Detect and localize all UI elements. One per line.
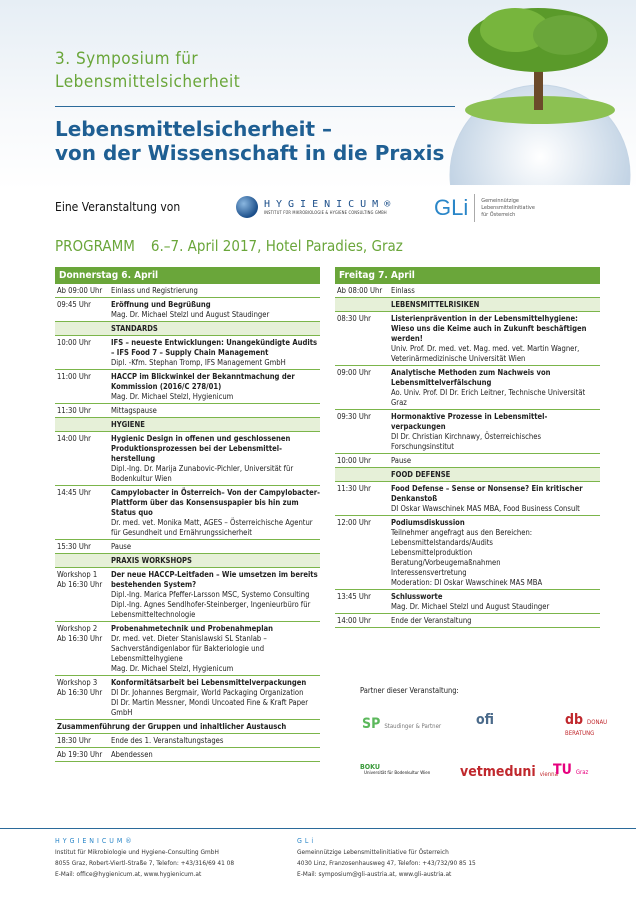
gli-sub: Gemeinnützige [481, 197, 519, 204]
partner-logo [362, 716, 441, 732]
day-header: Donnerstag 6. April [55, 267, 320, 284]
content-cell [111, 406, 320, 416]
session-detail: Interessensvertretung [391, 568, 467, 577]
session-title: Der neue HACCP-Leitfaden – Wie umsetzen im bereits bestehenden System? [111, 570, 318, 589]
session-detail: Ende des 1. Veranstaltungstages [111, 736, 224, 745]
time-cell [335, 470, 391, 480]
session-title: STANDARDS [111, 324, 158, 333]
program-row [335, 284, 600, 298]
footer-hygienicum [55, 836, 234, 880]
symposium-title [55, 48, 240, 94]
program-row [55, 540, 320, 554]
session-title: Konformitätsarbeit bei Lebensmittelverpackungen [111, 678, 307, 687]
time-cell [55, 300, 111, 320]
content-cell [391, 616, 600, 626]
time: Workshop 1 [57, 570, 98, 579]
session-detail: DI Dr. Christian Kirchnawy, Österreichisches Forschungsinstitut [391, 432, 542, 451]
content-cell [391, 484, 600, 514]
content-cell [111, 556, 320, 566]
partner-text: Staudinger & Partner [384, 723, 442, 730]
content-cell [391, 286, 600, 296]
globe-icon [236, 196, 258, 218]
session-detail: Pause [111, 542, 132, 551]
time-cell [55, 434, 111, 484]
session-detail: Mag. Dr. Michael Stelzl, Hygienicum [111, 664, 234, 673]
program-label: PROGRAMM [55, 237, 135, 255]
time: 09:00 Uhr [337, 368, 371, 377]
session-title: Food Defense – Sense or Nonsense? Ein kritischer Denkanstoß [391, 484, 583, 503]
session-detail: Univ. Prof. Dr. med. vet. Mag. med. vet. Martin Wagner, Veterinärmedizinische Universität Wien [391, 344, 580, 363]
program-row [55, 370, 320, 404]
partner-text: Universität für Bodenkultur Wien [364, 771, 431, 776]
footer-line: E-Mail: office@hygienicum.at, www.hygienicum.at [55, 870, 202, 878]
program-row [335, 454, 600, 468]
program-row [55, 486, 320, 540]
time: 10:00 Uhr [57, 338, 91, 347]
time: 08:30 Uhr [337, 314, 371, 323]
time-cell [335, 286, 391, 296]
partner-logo [460, 764, 558, 780]
content-cell [111, 324, 320, 334]
partner-mark: db [565, 712, 584, 728]
time-cell [55, 488, 111, 538]
partner-mark: TU [553, 762, 572, 778]
partner-text: Graz [575, 769, 589, 776]
footer-line: E-Mail: symposium@gli-austria.at, www.gli-austria.at [297, 870, 452, 878]
footer-gli [297, 836, 476, 880]
footer-line: Institut für Mikrobiologie und Hygiene-Consulting GmbH [55, 848, 219, 856]
gli-logo [434, 194, 535, 222]
partner-mark: BOKU [360, 763, 381, 771]
session-title: LEBENSMITTELRISIKEN [391, 300, 480, 309]
program-row [55, 284, 320, 298]
time-cell [335, 456, 391, 466]
content-cell [111, 488, 320, 538]
program-row [55, 622, 320, 676]
session-title: Campylobacter in Österreich– Von der Campylobacter-Plattform über das Konsensuspapier bis hin zum Status quo [111, 488, 320, 517]
hygienicum-sub: INSTITUT FÜR MIKROBIOLOGIE & HYGIENE CONSULTING GMBH [264, 210, 387, 215]
partner-logo [565, 712, 636, 737]
content-cell [111, 286, 320, 296]
gli-sub: für Österreich [481, 211, 516, 218]
session-detail: Dr. med. vet. Monika Matt, AGES – Österreichische Agentur für Gesundheit und Ernährungssicherheit [111, 518, 313, 537]
program-row [335, 516, 600, 590]
title-line-1: Lebensmittelsicherheit – [55, 117, 333, 141]
content-cell [111, 338, 320, 368]
session-title: Hygienic Design in offenen und geschlossenen Produktionsprozessen bei der Lebensmittel-herstellung [111, 434, 291, 463]
session-detail: Pause [391, 456, 412, 465]
partner-mark: SP [362, 716, 381, 732]
time-cell [55, 406, 111, 416]
partner-mark: vetmeduni [460, 764, 536, 780]
content-cell [391, 456, 600, 466]
session-detail: Dipl.-Ing. Dr. Marija Zunabovic-Pichler, Universität für Bodenkultur Wien [111, 464, 294, 483]
section-header [335, 298, 600, 312]
section-header [55, 322, 320, 336]
session-detail: Abendessen [111, 750, 153, 759]
content-cell [391, 518, 600, 588]
time-cell [335, 616, 391, 626]
content-cell [391, 300, 600, 310]
session-detail: Ao. Univ. Prof. DI Dr. Erich Leitner, Technische Universität Graz [391, 388, 586, 407]
footer-line: 4030 Linz, Franzosenhausweg 47, Telefon: +43/732/90 85 15 [297, 859, 476, 867]
program-row [55, 676, 320, 720]
time: Workshop 2 [57, 624, 98, 633]
session-detail: Beratung/Vorbeugemaßnahmen [391, 558, 501, 567]
session-detail: Dipl.-Ing. Marica Pfeffer-Larsson MSC, Systemo Consulting [111, 590, 310, 599]
time: 11:00 Uhr [57, 372, 91, 381]
session-detail: Mag. Dr. Michael Stelzl, Hygienicum [111, 392, 234, 401]
time: 11:30 Uhr [337, 484, 371, 493]
program-row [55, 734, 320, 748]
program-row [335, 482, 600, 516]
partner-logo [360, 762, 430, 776]
time: 14:00 Uhr [57, 434, 91, 443]
session-detail: Mag. Dr. Michael Stelzl und August Staudinger [391, 602, 550, 611]
time: Ab 16:30 Uhr [57, 580, 103, 589]
footer-line: Gemeinnützige Lebensmittelinitiative für Österreich [297, 848, 449, 856]
time-cell [335, 518, 391, 588]
time: Ab 09:00 Uhr [57, 286, 103, 295]
program-row [55, 720, 320, 734]
time-cell [55, 324, 111, 334]
session-detail: Dr. med. vet. Dieter Stanislawski SL Stanlab – Sachverständigenlabor für Bakteriologie und Lebensmittelhygiene [111, 634, 267, 663]
time-cell [335, 368, 391, 408]
content-cell [391, 592, 600, 612]
time: 18:30 Uhr [57, 736, 91, 745]
program-row [335, 614, 600, 628]
time: 12:00 Uhr [337, 518, 371, 527]
symposium-line-1: 3. Symposium für [55, 49, 199, 69]
hygienicum-logo [236, 196, 396, 218]
time-cell [335, 412, 391, 452]
symposium-line-2: Lebensmittelsicherheit [55, 72, 241, 92]
divider [474, 194, 475, 222]
time: Ab 08:00 Uhr [337, 286, 383, 295]
content-cell [111, 542, 320, 552]
partner-text: DONAU BERATUNG [565, 719, 608, 737]
section-header [55, 554, 320, 568]
footer-line: 8055 Graz, Robert-Viertl-Straße 7, Telefon: +43/316/69 41 08 [55, 859, 235, 867]
time-cell [55, 624, 111, 674]
time: 13:45 Uhr [337, 592, 371, 601]
content-cell [391, 368, 600, 408]
session-detail: Mittagspause [111, 406, 157, 415]
byline: Eine Veranstaltung von [55, 200, 181, 214]
content-cell [55, 722, 320, 732]
session-title: Podiumsdiskussion [391, 518, 465, 527]
section-header [335, 468, 600, 482]
time-cell [335, 300, 391, 310]
content-cell [111, 300, 320, 320]
time: 11:30 Uhr [57, 406, 91, 415]
time-cell [55, 736, 111, 746]
divider [55, 106, 455, 107]
time: Ab 16:30 Uhr [57, 688, 103, 697]
session-detail: Moderation: DI Oskar Wawschinek MAS MBA [391, 578, 543, 587]
session-detail: DI Oskar Wawschinek MAS MBA, Food Business Consult [391, 504, 580, 513]
partners-label: Partner dieser Veranstaltung: [360, 686, 459, 695]
content-cell [391, 314, 600, 364]
partner-logo [476, 712, 494, 728]
session-title: HACCP im Blickwinkel der Bekanntmachung der Kommission (2016/C 278/01) [111, 372, 295, 391]
time: Workshop 3 [57, 678, 98, 687]
program-heading [55, 237, 403, 255]
program-row [335, 366, 600, 410]
time: 10:00 Uhr [337, 456, 371, 465]
time-cell [55, 338, 111, 368]
session-title: IFS – neueste Entwicklungen: Unangekündigte Audits – IFS Food 7 – Supply Chain Management [111, 338, 318, 357]
content-cell [111, 678, 320, 718]
content-cell [391, 470, 600, 480]
partner-text: vienna [539, 771, 558, 778]
time-cell [55, 372, 111, 402]
footer-heading: GLi [297, 837, 317, 845]
time: Ab 16:30 Uhr [57, 634, 103, 643]
gli-sub: Lebensmittelinitiative [481, 204, 535, 211]
program-row [55, 748, 320, 762]
day-friday [335, 267, 600, 628]
session-title: Listerienprävention in der Lebensmittelhygiene: Wieso uns die Keime auch in Zukunft beschäftigen werden! [391, 314, 587, 343]
time: 14:00 Uhr [337, 616, 371, 625]
session-title: Analytische Methoden zum Nachweis von Lebensmittelverfälschung [391, 368, 551, 387]
globe-tree-illustration [430, 0, 636, 185]
hygienicum-name: HYGIENICUM® [264, 199, 397, 210]
program-detail: 6.–7. April 2017, Hotel Paradies, Graz [150, 237, 403, 255]
time-cell [55, 570, 111, 620]
time-cell [55, 556, 111, 566]
content-cell [111, 434, 320, 484]
program-row [335, 312, 600, 366]
session-detail: Einlass [391, 286, 415, 295]
main-title [55, 117, 444, 165]
program-row [55, 336, 320, 370]
partner-logo [553, 762, 588, 778]
footer-heading: HYGIENICUM® [55, 837, 135, 845]
session-title: Probenahmetechnik und Probenahmeplan [111, 624, 274, 633]
time: Ab 19:30 Uhr [57, 750, 103, 759]
session-title: Zusammenführung der Gruppen und inhaltlicher Austausch [57, 722, 287, 731]
session-detail: Ende der Veranstaltung [391, 616, 472, 625]
day-thursday [55, 267, 320, 762]
footer-divider [0, 828, 636, 829]
time-cell [55, 542, 111, 552]
content-cell [391, 412, 600, 452]
time: 09:30 Uhr [337, 412, 371, 421]
time: 09:45 Uhr [57, 300, 91, 309]
session-title: Schlussworte [391, 592, 443, 601]
program-row [55, 298, 320, 322]
session-detail: Lebensmittelstandards/Audits [391, 538, 493, 547]
program-row [55, 432, 320, 486]
time-cell [55, 750, 111, 760]
time-cell [335, 314, 391, 364]
time-cell [55, 678, 111, 718]
content-cell [111, 372, 320, 402]
program-row [335, 590, 600, 614]
session-detail: Dipl. -Kfm. Stephan Tromp, IFS Management GmbH [111, 358, 286, 367]
session-title: PRAXIS WORKSHOPS [111, 556, 192, 565]
session-title: Eröffnung und Begrüßung [111, 300, 211, 309]
time-cell [335, 592, 391, 612]
time: 15:30 Uhr [57, 542, 91, 551]
session-title: FOOD DEFENSE [391, 470, 451, 479]
title-line-2: von der Wissenschaft in die Praxis [55, 141, 445, 165]
program-row [335, 410, 600, 454]
time-cell [335, 484, 391, 514]
program-row [55, 404, 320, 418]
session-title: HYGIENE [111, 420, 145, 429]
time: 14:45 Uhr [57, 488, 91, 497]
program-row [55, 568, 320, 622]
time-cell [55, 420, 111, 430]
session-detail: DI Dr. Martin Messner, Mondi Uncoated Fine & Kraft Paper GmbH [111, 698, 309, 717]
session-detail: Dipl.-Ing. Agnes Sendlhofer-Steinberger, Ingenieurbüro für Lebensmitteltechnologie [111, 600, 311, 619]
section-header [55, 418, 320, 432]
content-cell [111, 420, 320, 430]
session-detail: Mag. Dr. Michael Stelzl und August Staudinger [111, 310, 270, 319]
partner-mark: ofi [476, 712, 494, 728]
gli-name: GLi [434, 195, 469, 220]
content-cell [111, 736, 320, 746]
content-cell [111, 570, 320, 620]
session-detail: DI Dr. Johannes Bergmair, World Packaging Organization [111, 688, 304, 697]
session-detail: Teilnehmer angefragt aus den Bereichen: [391, 528, 533, 537]
day-header: Freitag 7. April [335, 267, 600, 284]
session-detail: Lebensmittelproduktion [391, 548, 473, 557]
session-detail: Einlass und Registrierung [111, 286, 198, 295]
session-title: Hormonaktive Prozesse in Lebensmittel-verpackungen [391, 412, 548, 431]
content-cell [111, 750, 320, 760]
content-cell [111, 624, 320, 674]
time-cell [55, 286, 111, 296]
